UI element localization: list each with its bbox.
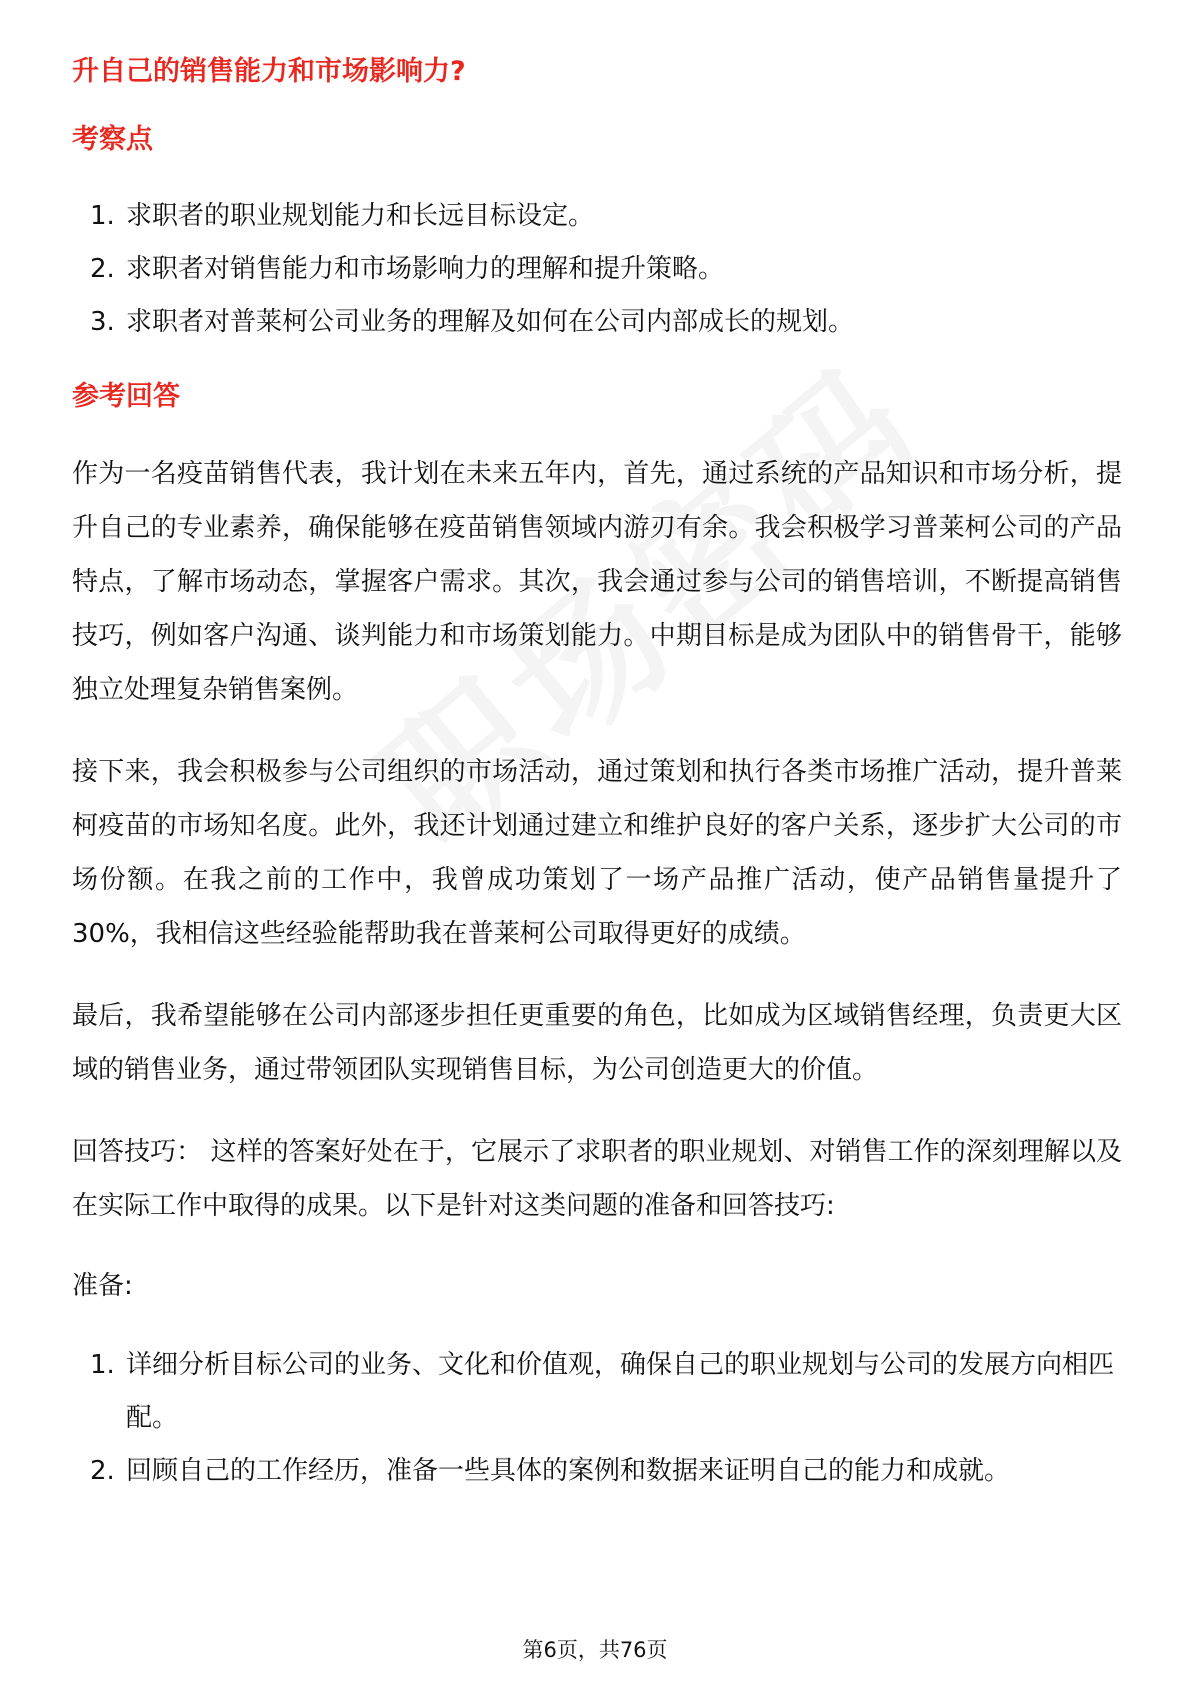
list-item: [72, 1339, 1122, 1445]
answer-paragraph: 最后，我希望能够在公司内部逐步担任更重要的角色，比如成为区域销售经理，负责更大区域的销售业务，通过带领团队实现销售目标，为公司创造更大的价值。: [72, 1001, 1122, 1085]
page-content: [72, 40, 1122, 1498]
list-item: [72, 190, 1122, 243]
list-number: 2.: [90, 254, 115, 284]
list-text: 详细分析目标公司的业务、文化和价值观，确保自己的职业规划与公司的发展方向相匹配。: [126, 1350, 1115, 1433]
prep-list: [72, 1339, 1122, 1498]
answer-paragraph: 接下来，我会积极参与公司组织的市场活动，通过策划和执行各类市场推广活动，提升普莱柯疫苗的市场知名度。此外，我还计划通过建立和维护良好的客户关系，逐步扩大公司的市场份额。在我之前的工作中，我曾成功策划了一场产品推广活动，使产品销售量提升了30%，我相信这些经验能帮助我在普莱柯公司取得更好的成绩。: [72, 757, 1122, 949]
list-text: 回顾自己的工作经历，准备一些具体的案例和数据来证明自己的能力和成就。: [126, 1456, 1011, 1486]
page-number: 第6页，共76页: [522, 1638, 668, 1662]
question-title: 升自己的销售能力和市场影响力?: [72, 56, 466, 87]
list-item: [72, 1445, 1122, 1498]
focus-list: [72, 190, 1122, 349]
focus-heading: 考察点: [72, 124, 153, 155]
prep-label: 准备:: [72, 1271, 133, 1301]
answer-paragraph: 作为一名疫苗销售代表，我计划在未来五年内，首先，通过系统的产品知识和市场分析，提升自己的专业素养，确保能够在疫苗销售领域内游刃有余。我会积极学习普莱柯公司的产品特点，了解市场动态，掌握客户需求。其次，我会通过参与公司的销售培训，不断提高销售技巧，例如客户沟通、谈判能力和市场策划能力。中期目标是成为团队中的销售骨干，能够独立处理复杂销售案例。: [72, 459, 1122, 705]
list-text: 求职者对销售能力和市场影响力的理解和提升策略。: [126, 254, 725, 284]
list-text: 求职者的职业规划能力和长远目标设定。: [126, 201, 595, 231]
list-text: 求职者对普莱柯公司业务的理解及如何在公司内部成长的规划。: [126, 307, 855, 337]
list-item: [72, 243, 1122, 296]
list-number: 1.: [90, 1350, 115, 1380]
answer-heading: 参考回答: [72, 381, 180, 412]
list-number: 3.: [90, 307, 115, 337]
list-item: [72, 296, 1122, 349]
list-number: 2.: [90, 1456, 115, 1486]
list-number: 1.: [90, 201, 115, 231]
tips-paragraph: 回答技巧： 这样的答案好处在于，它展示了求职者的职业规划、对销售工作的深刻理解以及在实际工作中取得的成果。以下是针对这类问题的准备和回答技巧:: [72, 1137, 1122, 1221]
